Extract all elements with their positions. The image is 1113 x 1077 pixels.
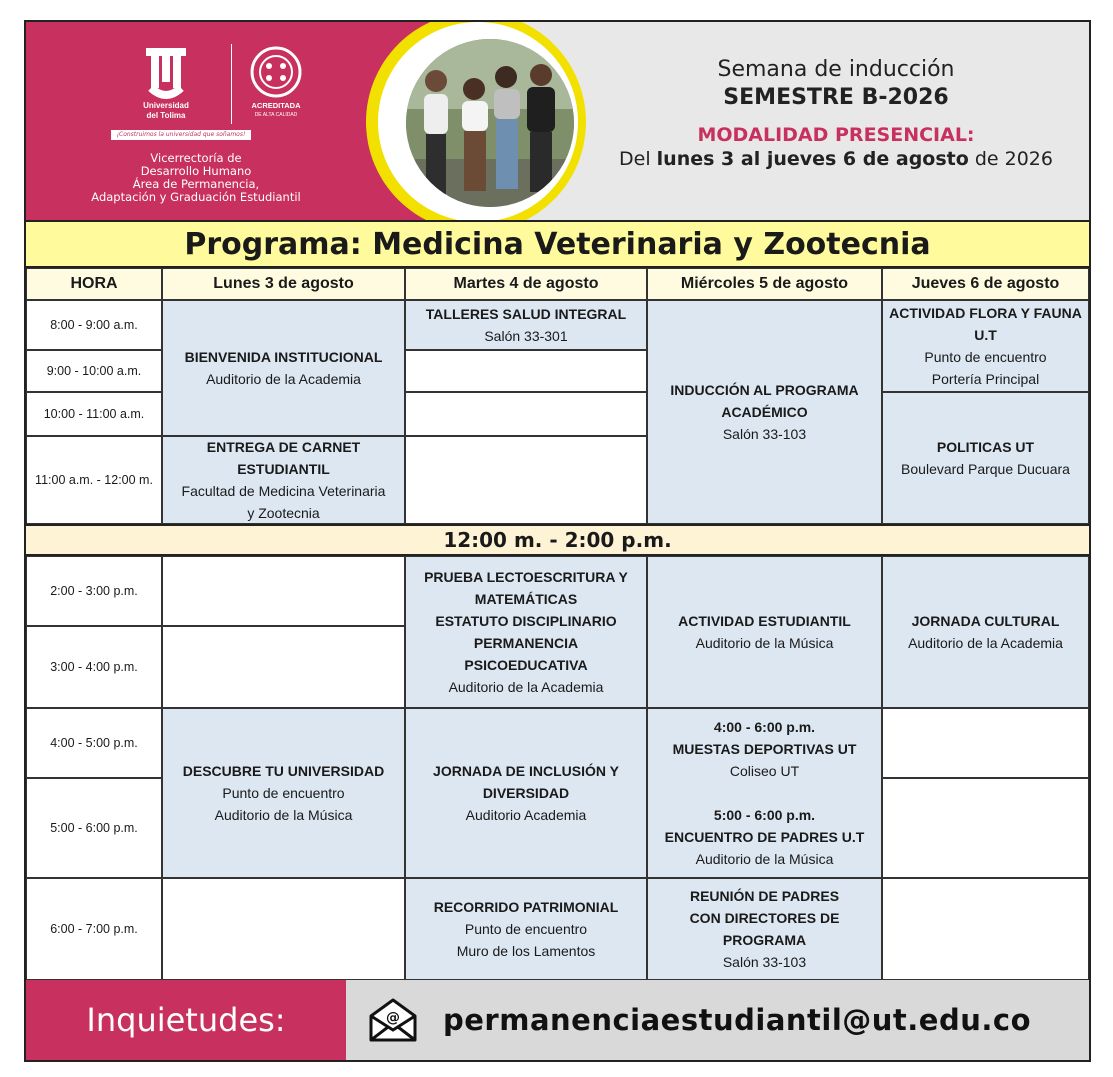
- column-header-hora: HORA: [26, 268, 162, 300]
- program-title: Programa: Medicina Veterinaria y Zootecnia: [26, 220, 1089, 268]
- event-title: RECORRIDO PATRIMONIAL: [433, 899, 619, 915]
- accreditation-seal-icon: [241, 44, 311, 124]
- empty-slot: [162, 878, 405, 980]
- event-title: CON DIRECTORES DE: [689, 910, 840, 926]
- event-title: TALLERES SALUD INTEGRAL: [425, 306, 627, 322]
- event-title: ENCUENTRO DE PADRES U.T: [664, 829, 865, 845]
- contact-label: Inquietudes:: [26, 980, 346, 1060]
- university-name-line2: del Tolima: [146, 111, 186, 120]
- column-header-tuesday: Martes 4 de agosto: [405, 268, 647, 300]
- event-title: U.T: [974, 327, 997, 343]
- time-slot: 3:00 - 4:00 p.m.: [26, 626, 162, 708]
- contact-footer: [26, 980, 1089, 1060]
- event-place: Salón 33-103: [722, 954, 807, 970]
- empty-slot: [405, 436, 647, 524]
- event-bienvenida-institucional: [162, 300, 405, 436]
- event-politicas-ut: [882, 392, 1089, 524]
- event-title: MUESTAS DEPORTIVAS UT: [672, 741, 857, 757]
- event-title: REUNIÓN DE PADRES: [689, 888, 840, 904]
- event-title: PERMANENCIA: [473, 635, 579, 651]
- event-deportes-padres: [647, 708, 882, 878]
- event-place: Salón 33-103: [722, 426, 807, 442]
- event-heading-line1: Semana de inducción: [717, 57, 955, 82]
- column-header-thursday: Jueves 6 de agosto: [882, 268, 1089, 300]
- column-header-monday: Lunes 3 de agosto: [162, 268, 405, 300]
- event-place: Salón 33-301: [484, 328, 568, 344]
- event-place: y Zootecnia: [247, 505, 320, 521]
- event-title: BIENVENIDA INSTITUCIONAL: [184, 349, 383, 365]
- time-slot: 11:00 a.m. - 12:00 m.: [26, 436, 162, 524]
- event-dates-post: de 2026: [968, 148, 1053, 170]
- event-place: Facultad de Medicina Veterinaria: [181, 483, 386, 499]
- event-talleres-salud: [405, 300, 647, 350]
- event-title: ESTUDIANTIL: [237, 461, 330, 477]
- event-place: Punto de encuentro: [222, 785, 345, 801]
- event-place: Punto de encuentro: [924, 349, 1047, 365]
- event-reunion-padres: [647, 878, 882, 980]
- event-recorrido-patrimonial: [405, 878, 647, 980]
- event-place: Muro de los Lamentos: [456, 943, 596, 959]
- time-slot: 2:00 - 3:00 p.m.: [26, 556, 162, 626]
- event-title: JORNADA CULTURAL: [911, 613, 1060, 629]
- event-title: PROGRAMA: [722, 932, 807, 948]
- event-jornada-cultural: [882, 556, 1089, 708]
- office-line4: Adaptación y Graduación Estudiantil: [91, 190, 301, 204]
- event-place: Auditorio de la Academia: [908, 635, 1063, 651]
- office-name: [81, 152, 311, 204]
- event-actividad-estudiantil: [647, 556, 882, 708]
- students-photo: [406, 39, 574, 207]
- contact-email-link[interactable]: permanenciaestudiantil@ut.edu.co: [443, 1003, 1031, 1037]
- event-title: ACADÉMICO: [721, 404, 808, 420]
- event-place: Boulevard Parque Ducuara: [901, 461, 1070, 477]
- event-dates-range: lunes 3 al jueves 6 de agosto: [656, 148, 969, 170]
- event-title: DESCUBRE TU UNIVERSIDAD: [182, 763, 385, 779]
- event-title: JORNADA DE INCLUSIÓN Y: [433, 763, 619, 779]
- event-title: DIVERSIDAD: [482, 785, 570, 801]
- event-title: PRUEBA LECTOESCRITURA Y: [424, 569, 628, 585]
- event-title: ACTIVIDAD ESTUDIANTIL: [678, 613, 851, 629]
- event-entrega-carnet: [162, 436, 405, 524]
- time-slot: 4:00 - 5:00 p.m.: [26, 708, 162, 778]
- event-place: Punto de encuentro: [464, 921, 588, 937]
- event-title: ENTREGA DE CARNET: [206, 439, 361, 455]
- event-induccion-programa: [647, 300, 882, 524]
- column-header-wednesday: Miércoles 5 de agosto: [647, 268, 882, 300]
- accreditation-line1: ACREDITADA: [251, 101, 301, 110]
- event-dates: [601, 146, 1071, 172]
- university-name-line1: Universidad: [143, 101, 189, 110]
- event-title: INDUCCIÓN AL PROGRAMA: [670, 382, 859, 398]
- event-place: Portería Principal: [931, 371, 1040, 387]
- empty-slot: [882, 878, 1089, 980]
- time-slot: 9:00 - 10:00 a.m.: [26, 350, 162, 392]
- office-line3: Área de Permanencia,: [132, 177, 260, 191]
- event-modality: MODALIDAD PRESENCIAL:: [697, 124, 975, 146]
- office-line1: Vicerrectoría de: [150, 151, 242, 165]
- contact-email-panel: [346, 980, 1089, 1060]
- empty-slot: [882, 708, 1089, 778]
- time-slot: 6:00 - 7:00 p.m.: [26, 878, 162, 980]
- event-dates-pre: Del: [619, 148, 657, 170]
- event-place: Auditorio de la Academia: [206, 371, 361, 387]
- poster-header: [26, 22, 1089, 220]
- schedule-poster: [24, 20, 1091, 1062]
- event-heading: [601, 56, 1071, 172]
- event-prueba-lectoescritura: [405, 556, 647, 708]
- accreditation-line2: DE ALTA CALIDAD: [254, 112, 298, 118]
- empty-slot: [882, 778, 1089, 878]
- event-title: MATEMÁTICAS: [474, 591, 578, 607]
- empty-slot: [405, 392, 647, 436]
- time-slot: 10:00 - 11:00 a.m.: [26, 392, 162, 436]
- event-flora-fauna: [882, 300, 1089, 392]
- event-time: 4:00 - 6:00 p.m.: [713, 719, 816, 735]
- empty-slot: [405, 350, 647, 392]
- event-place: Auditorio de la Música: [214, 807, 353, 823]
- event-jornada-inclusion: [405, 708, 647, 878]
- ut-logo-icon: [121, 46, 211, 126]
- event-place: Auditorio de la Academia: [448, 679, 604, 695]
- students-photo-illustration: [406, 39, 574, 207]
- empty-slot: [162, 556, 405, 626]
- event-place: Coliseo UT: [729, 763, 800, 779]
- email-envelope-icon: [368, 996, 418, 1044]
- event-title: ACTIVIDAD FLORA Y FAUNA: [889, 305, 1082, 321]
- time-slot: 5:00 - 6:00 p.m.: [26, 778, 162, 878]
- office-line2: Desarrollo Humano: [140, 164, 252, 178]
- event-place: Auditorio de la Música: [695, 635, 834, 651]
- university-logo-block: [81, 44, 311, 204]
- slogan-banner: ¡Construimos la universidad que soñamos!: [111, 130, 251, 140]
- event-title: POLITICAS UT: [936, 439, 1035, 455]
- event-time: 5:00 - 6:00 p.m.: [713, 807, 816, 823]
- time-slot: 8:00 - 9:00 a.m.: [26, 300, 162, 350]
- lunch-break-row: 12:00 m. - 2:00 p.m.: [26, 524, 1089, 556]
- logo-divider: [231, 44, 232, 124]
- event-place: Auditorio Academia: [465, 807, 587, 823]
- event-title: ESTATUTO DISCIPLINARIO: [435, 613, 617, 629]
- event-heading-semester: SEMESTRE B-2026: [723, 85, 949, 110]
- event-place: Auditorio de la Música: [695, 851, 834, 867]
- empty-slot: [162, 626, 405, 708]
- svg-text:@: @: [386, 1010, 400, 1026]
- event-title: PSICOEDUCATIVA: [464, 657, 588, 673]
- event-descubre-universidad: [162, 708, 405, 878]
